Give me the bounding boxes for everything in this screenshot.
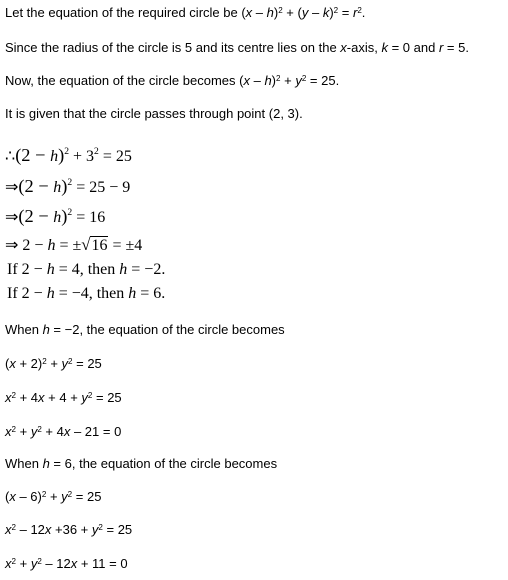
derivation-step-substitute: ∴(2 − $h)^2 + 3^2 = 25$ xyxy=(5,145,132,165)
derivation-step-subtract: ⇒(2 − h)$^2$ = 25 − 9 xyxy=(5,176,131,196)
case1-equation-standard: $(x + 2)^2 + y^2 = 25$ xyxy=(5,356,102,371)
case1-equation-general: $x^2 + y^2 + 4x - 21 = 0$ xyxy=(5,424,122,439)
case2-equation-expanded: $x^2 - 12x +36 + y^2 = 25$ xyxy=(5,522,133,537)
case2-equation-general: $x^2 + y^2 - 12x + 11 = 0$ xyxy=(5,556,128,571)
implies-arrow-icon: ⇒ xyxy=(5,179,19,196)
implies-arrow-icon: ⇒ xyxy=(5,237,19,254)
intro-given-radius: Since the radius of the circle is 5 and its centre lies on the x-axis, k = 0 and r = 5. xyxy=(5,40,469,55)
implies-arrow-icon: ⇒ xyxy=(5,209,19,226)
derivation-case-negative: If 2 − h = −4, then h = 6. xyxy=(7,285,166,302)
case1-equation-expanded: $x^2 + 4x + 4 + y^2 = 25$ xyxy=(5,390,122,405)
square-root: √16 xyxy=(81,235,108,254)
case2-heading: When h = 6, the equation of the circle becomes xyxy=(5,456,278,471)
derivation-step-square-root: ⇒ 2 − h = ±√16 = ±4 xyxy=(5,235,143,254)
case1-heading: When h = −2, the equation of the circle becomes xyxy=(5,322,285,337)
intro-assumption: Let the equation of the required circle be $(x - h)^2 + (y - k)^2 = r^2$. xyxy=(5,5,366,20)
derivation-case-positive: If 2 − h = 4, then h = −2. xyxy=(7,261,166,278)
derivation-step-simplify: ⇒(2 − h)$^2$ = 16 xyxy=(5,206,106,226)
radical-sign-icon: √ xyxy=(81,235,91,254)
case2-equation-standard: $(x - 6)^2 + y^2 = 25$ xyxy=(5,489,102,504)
intro-passes-through-point: It is given that the circle passes through point (2, 3). xyxy=(5,106,303,121)
therefore-symbol: ∴ xyxy=(5,148,16,165)
intro-equation-becomes: Now, the equation of the circle becomes $(x - h)^2 + y^2 = 25$. xyxy=(5,73,340,88)
